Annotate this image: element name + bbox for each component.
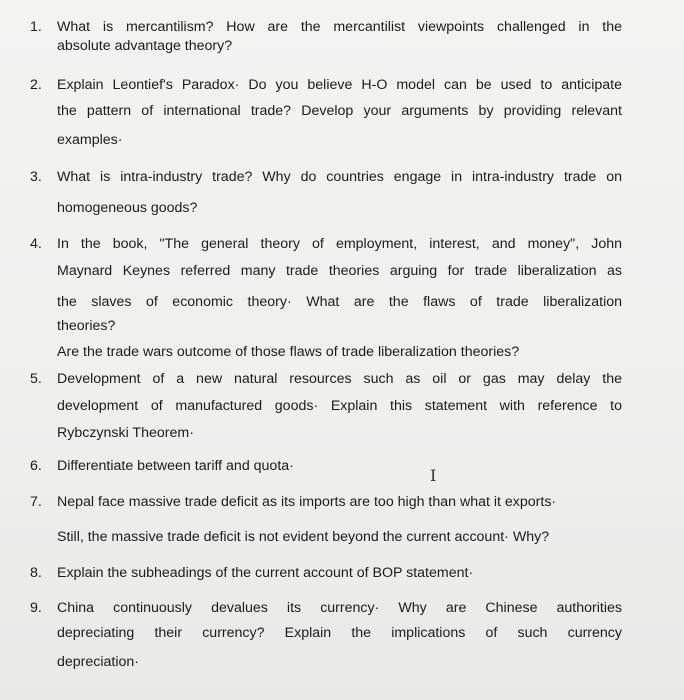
question-line: In the book, "The general theory of employment, interest, and money", John xyxy=(57,236,622,252)
question-number: 8. xyxy=(30,565,42,581)
question-number: 5. xyxy=(30,371,42,387)
question-line: Maynard Keynes referred many trade theories arguing for trade liberalization as xyxy=(57,263,622,279)
text-cursor-icon: I xyxy=(430,466,437,485)
question-line: China continuously devalues its currency· Why are Chinese authorities xyxy=(57,600,622,616)
question-number: 9. xyxy=(30,600,42,616)
question-line: Explain the subheadings of the current account of BOP statement· xyxy=(57,565,474,581)
question-number: 4. xyxy=(30,236,42,252)
question-line: depreciation· xyxy=(57,654,140,670)
question-line: Differentiate between tariff and quota· xyxy=(57,458,294,474)
question-number: 2. xyxy=(30,77,42,93)
question-line: Still, the massive trade deficit is not evident beyond the current account· Why? xyxy=(57,529,550,545)
question-line: What is mercantilism? How are the mercantilist viewpoints challenged in the xyxy=(57,19,622,35)
question-line: examples· xyxy=(57,132,123,148)
question-line: Explain Leontief's Paradox· Do you believe H-O model can be used to anticipate xyxy=(57,77,622,93)
question-number: 6. xyxy=(30,458,42,474)
question-number: 7. xyxy=(30,494,42,510)
question-line: absolute advantage theory? xyxy=(57,38,233,54)
question-number: 1. xyxy=(30,19,42,35)
question-number: 3. xyxy=(30,169,42,185)
question-line: depreciating their currency? Explain the implications of such currency xyxy=(57,625,622,641)
question-line: the slaves of economic theory· What are the flaws of trade liberalization xyxy=(57,294,622,310)
question-line: theories? xyxy=(57,318,116,334)
question-line: What is intra-industry trade? Why do countries engage in intra-industry trade on xyxy=(57,169,622,185)
question-line: homogeneous goods? xyxy=(57,200,198,216)
question-line: development of manufactured goods· Explain this statement with reference to xyxy=(57,398,622,414)
question-line: Rybczynski Theorem· xyxy=(57,425,194,441)
question-line: Development of a new natural resources such as oil or gas may delay the xyxy=(57,371,622,387)
question-line: Are the trade wars outcome of those flaws of trade liberalization theories? xyxy=(57,344,520,360)
question-line: Nepal face massive trade deficit as its imports are too high than what it exports· xyxy=(57,494,557,510)
question-line: the pattern of international trade? Develop your arguments by providing relevant xyxy=(57,103,622,119)
